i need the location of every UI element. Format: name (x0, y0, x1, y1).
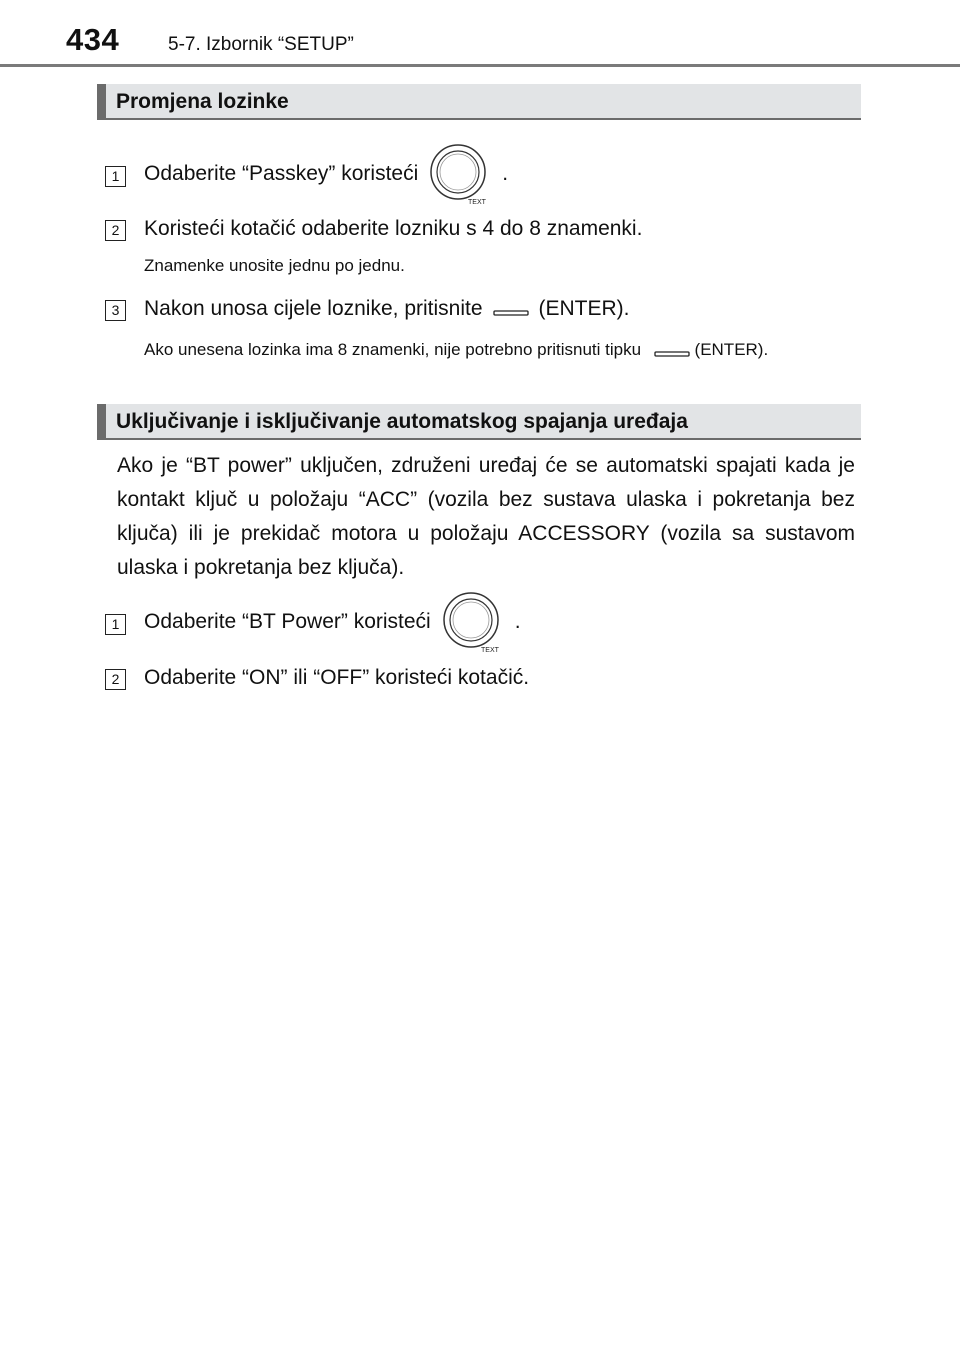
step-number: 3 (105, 300, 126, 321)
controller-knob-icon (428, 142, 492, 206)
step-number: 1 (105, 614, 126, 635)
step-2-note: Znamenke unosite jednu po jednu. (144, 256, 405, 275)
section-heading-password (97, 84, 861, 120)
knob-label: TEXT (480, 647, 499, 654)
section-paragraph: Ako je “BT power” uključen, združeni uređaj će se automatski spajati kada je kontakt ključ u položaju “ACC” (vozila bez sustava ulaska i pokretanja bez ključa) ili je prekidač motora u položaju ACCESSORY (vozila sa sustavom ulaska i pokretanja bez ključa). (117, 454, 855, 579)
chapter-title: 5-7. Izbornik “SETUP” (168, 34, 354, 55)
step-text: Nakon unosa cijele loznike, pritisnite (144, 297, 483, 320)
step-number: 2 (105, 220, 126, 241)
step-number: 2 (105, 669, 126, 690)
step-text-end: (ENTER). (538, 297, 630, 320)
controller-knob-icon (441, 590, 505, 654)
enter-button-icon (493, 302, 529, 316)
note-text-end: (ENTER). (694, 340, 769, 359)
section-title: Uključivanje i isključivanje automatskog spajanja uređaja (116, 410, 688, 433)
page-number: 434 (66, 22, 120, 57)
step-text: Odaberite “ON” ili “OFF” koristeći kotačić. (144, 666, 530, 689)
step-text-end: . (514, 610, 521, 633)
step-text: Odaberite “Passkey” koristeći (144, 162, 419, 185)
step-text-end: . (502, 162, 509, 185)
note-text: Ako unesena lozinka ima 8 znamenki, nije potrebno pritisnuti tipku (144, 340, 642, 359)
step-text: Koristeći kotačić odaberite lozniku s 4 do 8 znamenki. (144, 217, 643, 240)
step-text: Odaberite “BT Power” koristeći (144, 610, 431, 633)
step-3-note (144, 338, 852, 362)
section-title: Promjena lozinke (116, 90, 289, 113)
enter-button-icon (654, 344, 690, 358)
section-heading-auto-connect (97, 404, 861, 440)
step-number: 1 (105, 166, 126, 187)
header-rule (0, 64, 960, 67)
knob-label: TEXT (468, 199, 487, 206)
